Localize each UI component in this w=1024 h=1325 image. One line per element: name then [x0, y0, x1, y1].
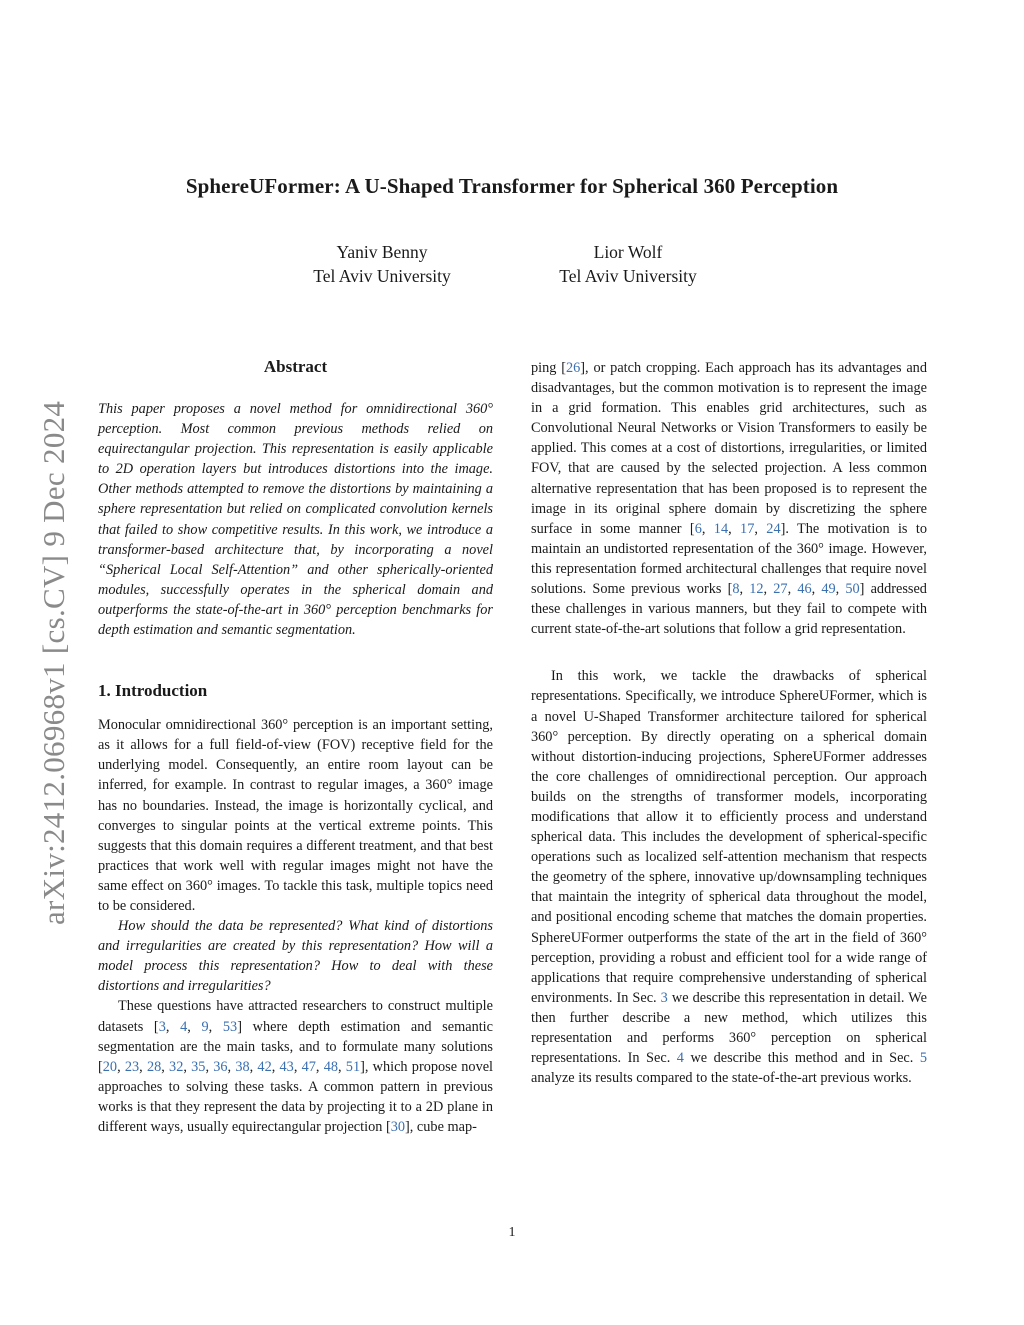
citation-link[interactable]: 9	[201, 1018, 209, 1035]
right-column	[531, 358, 927, 1088]
section-heading-introduction: 1. Introduction	[98, 681, 208, 701]
author-2-name: Lior Wolf	[593, 242, 663, 262]
text-run: ] where depth estimation and semantic segmentation are the main tasks, and to formulate many solutions [	[98, 1018, 494, 1075]
author-2	[498, 240, 758, 288]
citation-link[interactable]: 51	[345, 1058, 361, 1075]
intro-paragraph-1: Monocular omnidirectional 360° perception is an important setting, as it allows for a full field-of-view (FOV) receptive field for the underlying model. Consequently, an entire room layout can be inferred, for example. In contrast to regular images, a 360° image has no boundaries. Instead, the image is horizontally cyclical, and converges to singular points at the vertical extreme points. This suggests that this domain requires a different treatment, and that best practices that work well with regular images might not have the same effect on 360° images. To tackle this task, multiple topics need to be considered.	[98, 717, 493, 914]
citation-link[interactable]: 27	[773, 581, 788, 598]
section-ref-link[interactable]: 4	[676, 1050, 684, 1067]
citation-link[interactable]: 12	[749, 581, 764, 598]
citation-link[interactable]: 23	[124, 1058, 140, 1075]
text-run: we describe this representation in detail. We then further describe a new method, which utilizes this representation and performs 360° perception on spherical representations. In Sec.	[531, 989, 927, 1067]
author-2-affiliation: Tel Aviv University	[559, 266, 697, 286]
author-1	[252, 240, 512, 288]
text-run: ], which propose novel approaches to solving these tasks. A common pattern in previous works is that they represent the data by projecting it to a 2D plane in different ways, usually equirectangular projection [	[98, 1058, 494, 1135]
citation-link[interactable]: 3	[158, 1018, 166, 1035]
section-ref-link[interactable]: 5	[919, 1050, 927, 1067]
citation-link[interactable]: 50	[845, 581, 860, 598]
section-ref-link[interactable]: 3	[660, 989, 668, 1006]
citation-link[interactable]: 53	[222, 1018, 238, 1035]
citation-link[interactable]: 4	[180, 1018, 188, 1035]
left-column	[98, 356, 493, 1137]
text-run: we describe this method and in Sec.	[683, 1050, 920, 1067]
citation-link[interactable]: 20	[102, 1058, 118, 1075]
arxiv-stamp: arXiv:2412.06968v1 [cs.CV] 9 Dec 2024	[36, 400, 71, 925]
citation-link[interactable]: 8	[732, 581, 740, 598]
citation-link[interactable]: 6	[694, 520, 702, 537]
text-run: ]. The motivation is to maintain an undistorted representation of the 360° image. However, this representation formed architectural challenges that require novel solutions. Some previous works [	[531, 520, 927, 598]
text-run: ] addressed these challenges in various manners, but they fail to compete with current state-of-the-art solutions that follow a grid representation.	[531, 581, 927, 638]
text-run: In this work, we tackle the drawbacks of spherical representations. Specifically, we introduce SphereUFormer, which is a novel U-Shaped Transformer architecture tailored for spherical 360° perception. By directly operating on a spherical domain without distortion-inducing projections, SphereUFormer addresses the core challenges of omnidirectional perception. Our approach builds on the strengths of transformer models, incorporating modifications that allow it to efficiently process and understand spherical data. This includes the development of spherical-specific operations such as localized self-attention mechanism that respects the geometry of the sphere, innovative up/downsampling techniques that maintain the integrity of spherical data throughout the model, and positional encoding scheme that matches the domain properties. SphereUFormer outperforms the state of the art in the field of 360° perception, providing a robust and efficient tool for a wide range of applications that require comprehensive understanding of spherical environments. In Sec.	[531, 668, 927, 1006]
citation-link[interactable]: 43	[279, 1058, 294, 1075]
abstract-heading: Abstract	[263, 357, 328, 376]
citation-link[interactable]: 32	[169, 1058, 184, 1075]
citation-link[interactable]: 17	[740, 520, 755, 537]
abstract-text: This paper proposes a novel method for omnidirectional 360° perception. Most common previous methods relied on equirectangular projection. This representation is easily applicable to 2D operation layers but introduces distortions into the image. Other methods attempted to remove the distortions by maintaining a sphere representation but relied on complicated convolution kernels that failed to show competitive results. In this work, we introduce a transformer-based architecture that, by incorporating a novel “Spherical Local Self-Attention” and other spherically-oriented modules, successfully operates in the spherical domain and outperforms the state-of-the-art in 360° perception benchmarks for depth estimation and semantic segmentation.	[98, 401, 493, 639]
citation-link[interactable]: 30	[390, 1119, 406, 1135]
citation-link[interactable]: 38	[235, 1058, 250, 1075]
paper-title: SphereUFormer: A U-Shaped Transformer for Spherical 360 Perception	[185, 174, 839, 198]
citation-link[interactable]: 49	[821, 581, 836, 598]
intro-paragraph-2: How should the data be represented? What kind of distortions and irregularities are created by this representation? How will a model process this representation? How to deal with these distortions and irregularities?	[98, 918, 493, 995]
citation-link[interactable]: 26	[566, 360, 581, 376]
page-number: 1	[508, 1225, 516, 1240]
citation-link[interactable]: 28	[146, 1058, 162, 1075]
text-run: ], or patch cropping. Each approach has its advantages and disadvantages, but the common motivation is to represent the image in a grid formation. This enables grid architectures, such as Convolutional Neural Networks or Vision Transformers to easily be applied. This comes at a cost of distortions, irregularities, or limited FOV, that are caused by the selected projection. A less common alternative representation that has been proposed is to represent the image in its original sphere domain by discretizing the sphere surface in some manner [	[531, 360, 927, 537]
text-run: These questions have attracted researchers to construct multiple datasets [	[98, 998, 493, 1035]
citation-link[interactable]: 35	[191, 1058, 206, 1075]
intro-paragraph-5	[531, 666, 927, 1088]
author-1-affiliation: Tel Aviv University	[313, 266, 451, 286]
citation-link[interactable]: 14	[713, 520, 729, 537]
citation-link[interactable]: 47	[301, 1058, 316, 1075]
text-run: ping [	[531, 360, 566, 376]
citation-link[interactable]: 48	[323, 1058, 338, 1075]
text-run: analyze its results compared to the state-of-the-art previous works.	[531, 1070, 912, 1087]
citation-link[interactable]: 42	[257, 1058, 272, 1075]
citation-link[interactable]: 46	[797, 581, 812, 598]
text-run: ], cube map-	[405, 1119, 477, 1135]
author-1-name: Yaniv Benny	[336, 242, 428, 262]
citation-link[interactable]: 36	[213, 1058, 228, 1075]
intro-paragraph-3: These questions have attracted researchers to construct multiple datasets [3, 4, 9, 53] where depth estimation and semantic segmentation are the main tasks, and to formulate many solutions [20, 23, 28, 32, 35, 36, 38, 42, 43, 47, 48, 51], which propose novel approaches to solving these tasks. A common pattern in previous works is that they represent the data by projecting it to a 2D plane in different ways, usually equirectangular projection [30], cube map-	[98, 998, 494, 1135]
citation-link[interactable]: 24	[766, 520, 781, 537]
intro-paragraph-4: ping [26], or patch cropping. Each approach has its advantages and disadvantages, but the common motivation is to represent the image in a grid formation. This enables grid architectures, such as Convolutional Neural Networks or Vision Transformers to easily be applied. This comes at a cost of distortions, irregularities, or limited FOV, that are caused by the selected projection. A less common alternative representation that has been proposed is to represent the image in its original sphere domain by discretizing the sphere surface in some manner [6, 14, 17, 24]. The motivation is to maintain an undistorted representation of the 360° image. However, this representation formed architectural challenges that require novel solutions. Some previous works [8, 12, 27, 46, 49, 50] addressed these challenges in various manners, but they fail to compete with current state-of-the-art solutions that follow a grid representation.	[531, 360, 927, 638]
